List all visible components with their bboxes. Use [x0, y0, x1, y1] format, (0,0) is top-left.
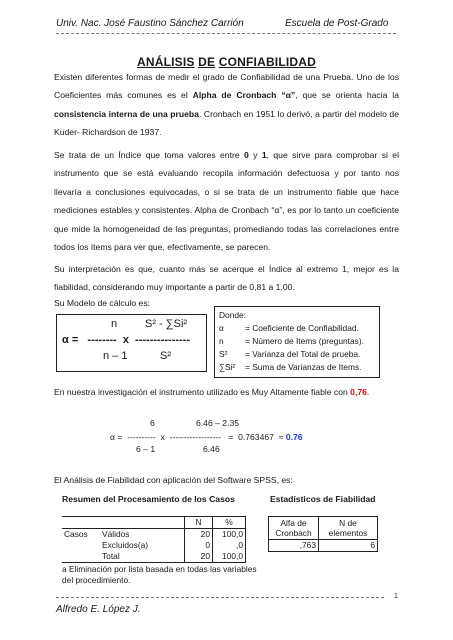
table1-cell-pct: 100,0 [213, 529, 246, 541]
table1-footnote: a Eliminación por lista basada en todas las variables del procedimiento. [62, 564, 257, 585]
footer-divider [56, 597, 384, 598]
formula-box [56, 314, 207, 372]
paragraph-intro [54, 68, 399, 142]
table1-cell-pct: ,0 [213, 540, 246, 551]
table1-header-n: N [185, 517, 213, 529]
formula-fraction-line: α = -------- x --------------- [62, 334, 191, 346]
reliability-stats-table [268, 516, 378, 552]
formula-numerator: S² - ∑Si² [145, 318, 188, 330]
formula-n: n [111, 318, 118, 330]
table1-cell-n: 0 [185, 540, 213, 551]
p1-text-c: , que se orienta hacia la [295, 90, 399, 101]
table1-header-pct: % [213, 517, 246, 529]
table2-header-n: N de elementos [319, 517, 378, 540]
title-word-2: DE [198, 55, 216, 69]
p1-consistency-term: consistencia interna de una prueba [54, 108, 199, 119]
calc-num2: 6.46 – 2.35 [196, 418, 240, 428]
header-school: Escuela de Post-Grado [285, 18, 389, 29]
page-title [0, 55, 453, 69]
def-alpha-symbol: α [219, 323, 224, 333]
p2-one: 1 [261, 150, 267, 160]
p5-alpha-value: 0,76 [350, 387, 367, 397]
table1-group-label: Casos [62, 529, 100, 541]
calc-num1: 6 [150, 418, 155, 428]
def-n-text: = Número de Items (preguntas). [245, 336, 364, 346]
p2-text-a: Se trata de un Índice que toma valores entre [54, 150, 244, 160]
calc-line [110, 432, 303, 442]
formula-s-squared: S² [160, 350, 171, 362]
p1-text-a: Existen diferentes formas de medir el grado de Confiabilidad de una Prueba. Uno de los Coeficientes más comunes es el [54, 72, 399, 101]
footer-author: Alfredo E. López J. [56, 604, 141, 615]
table2-header-row [269, 517, 378, 540]
table1-cell-n: 20 [185, 529, 213, 541]
table1-cell-n: 20 [185, 551, 213, 563]
definitions-box [214, 306, 380, 378]
table1-row-label: Excluidos(a) [102, 540, 149, 550]
calc-den2: 6.46 [203, 444, 220, 454]
p2-text-c: y [248, 150, 262, 160]
paragraph-index [54, 146, 399, 256]
table1-header-row [62, 517, 246, 529]
paragraph-model: Su Modelo de cálculo es: [54, 298, 151, 308]
p1-text-e: . Cronbach en 1951 lo derivó, a partir del modelo de Kuder- Richardson de 1937. [54, 108, 399, 138]
paragraph-interpretation: Su interpretación es que, cuanto más se acerque el Índice al extremo 1, mejor es la fiabilidad, considerando muy importante a partir de 0,81 a 1.00. [54, 264, 399, 293]
def-sum-symbol: ∑Si² [219, 362, 236, 372]
paragraph-spss: El Análisis de Fiabilidad con aplicación del Software SPSS, es: [54, 475, 293, 485]
p5-text-a: En nuestra investigación el instrumento utilizado es Muy Altamente fiable con [54, 387, 351, 397]
header-institution: Univ. Nac. José Faustino Sánchez Carrión [56, 18, 244, 29]
p5-text-c: . [366, 387, 370, 397]
def-n-symbol: n [219, 336, 224, 346]
table1-row-label: Válidos [100, 529, 185, 541]
formula-n-minus-1: n – 1 [103, 350, 128, 362]
table-row [269, 540, 378, 552]
table2-title: Estadísticos de Fiabilidad [270, 494, 376, 504]
table-row [62, 540, 246, 551]
table1-title: Resumen del Procesamiento de los Casos [62, 494, 235, 504]
title-word-1: ANÁLISIS [136, 55, 195, 69]
p2-zero: 0 [243, 150, 249, 160]
title-word-3: CONFIABILIDAD [218, 55, 317, 69]
page-number: 1 [394, 593, 398, 600]
calc-den1: 6 – 1 [136, 444, 156, 454]
definitions-heading: Donde: [219, 310, 247, 320]
table2-n-value: 6 [319, 540, 378, 552]
def-sum-text: = Suma de Varianzas de Items. [245, 362, 362, 372]
calc-expression: α = ---------- x ------------------ = 0.763467 ≈ [110, 432, 284, 442]
header-divider [56, 33, 396, 34]
p1-alpha-term: Alpha de Cronbach “α” [192, 90, 296, 101]
def-s2-symbol: S² [219, 349, 228, 359]
def-s2-text: = Varianza del Total de prueba. [245, 349, 361, 359]
calc-result: 0.76 [285, 432, 303, 442]
table2-header-alpha: Alfa de Cronbach [269, 517, 319, 540]
table1-cell-pct: 100,0 [213, 551, 246, 563]
table-row [62, 551, 246, 563]
def-alpha-text: = Coeficiente de Confiabilidad. [245, 323, 359, 333]
table2-alpha-value: ,763 [269, 540, 319, 552]
paragraph-result [54, 383, 399, 401]
table1-row-label: Total [100, 551, 185, 563]
table-row [62, 529, 246, 541]
case-summary-table [62, 516, 246, 563]
p2-text-e: , que sirve para comprobar si el instrumento que se está evaluando recopila información defectuosa y por tanto nos llevaría a conclusiones equivocadas, o si se trata de un instrumento fiable que hace mediciones estables y consistentes. Alpha de Cronbach “α”, es por lo tanto un coeficiente que mide la homogeneidad de las preguntas, promediando todas las correlaciones entre todos los ítems para ver que, efectivamente, se parecen. [54, 150, 399, 253]
